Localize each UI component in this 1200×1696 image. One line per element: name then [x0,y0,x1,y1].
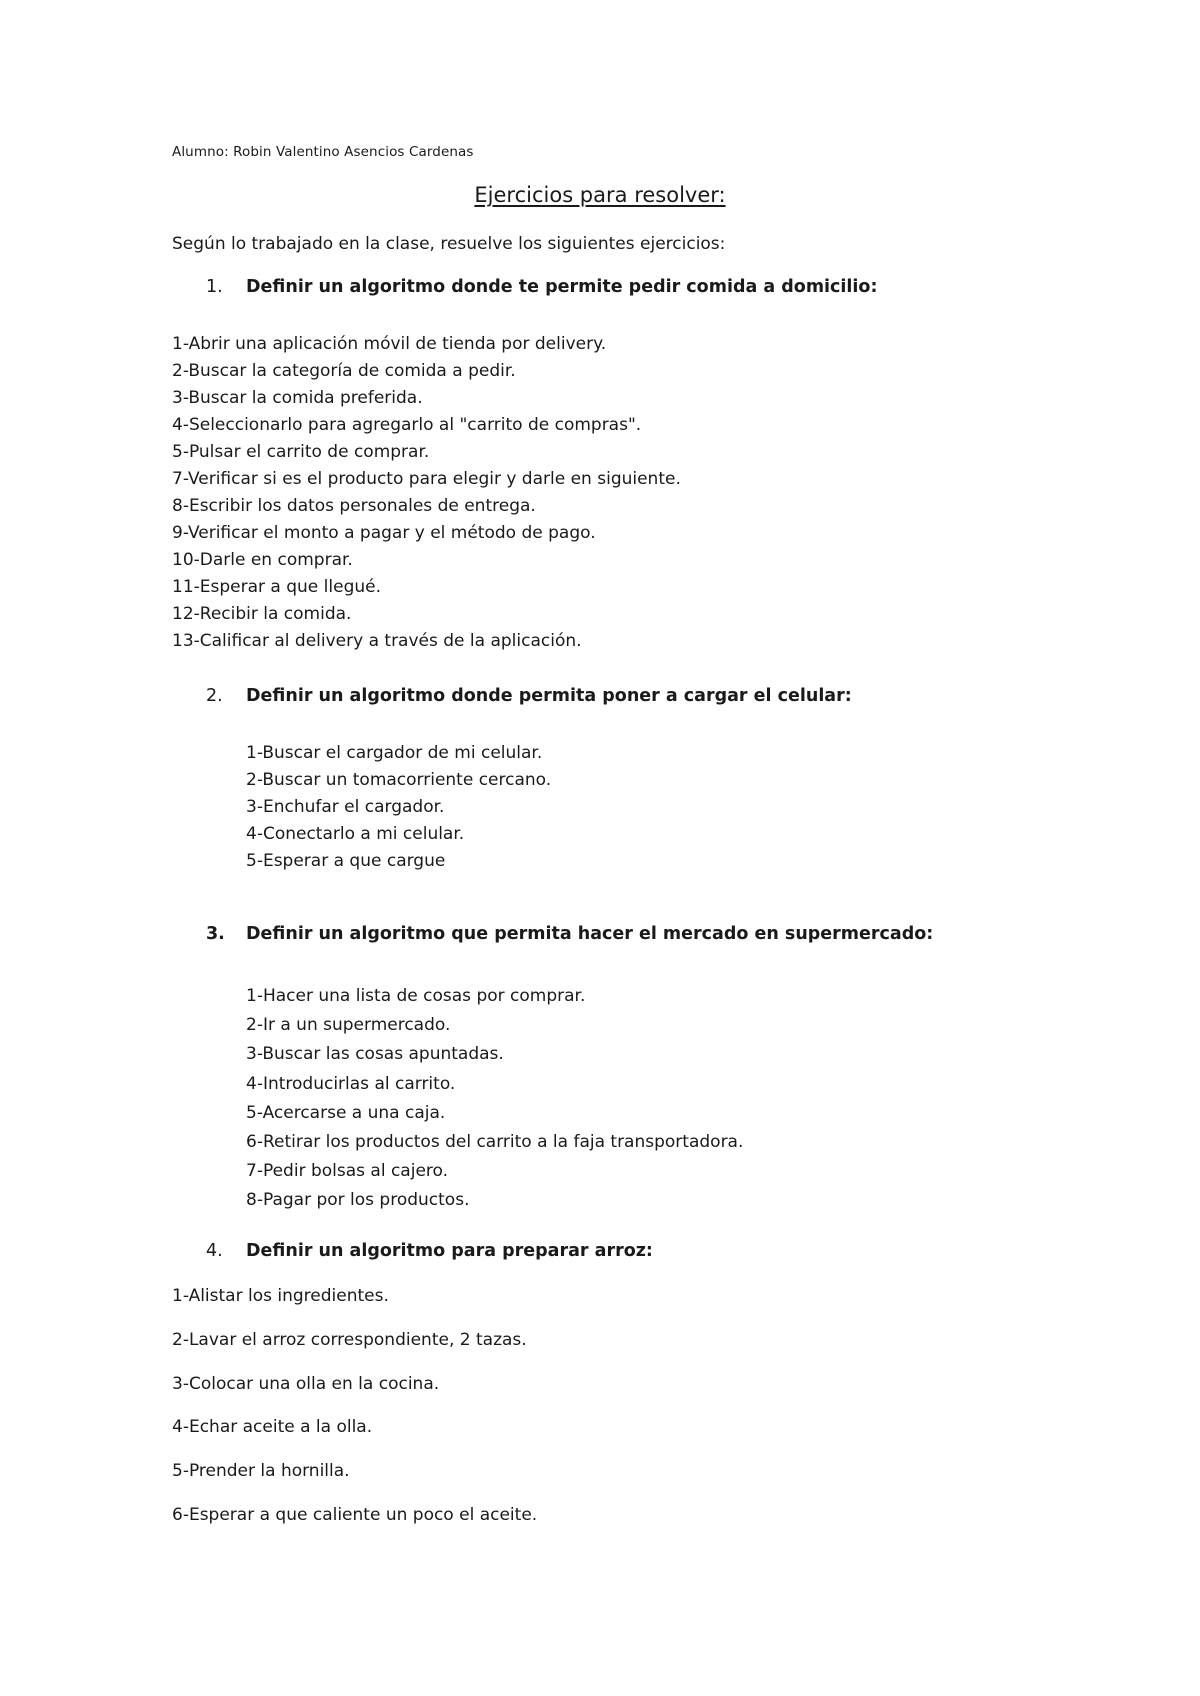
list-item: 6-Retirar los productos del carrito a la faja transportadora. [246,1131,744,1152]
list-item: 8-Pagar por los productos. [246,1190,470,1211]
exercise-3-steps [246,982,743,1216]
list-item: 11-Esperar a que llegué. [172,577,381,597]
student-name: Alumno: Robin Valentino Asencios Cardenas [172,144,474,160]
exercise-3-number: 3. [206,924,225,944]
exercise-3-heading [206,924,933,944]
list-item: 6-Esperar a que caliente un poco el aceite. [172,1504,538,1525]
exercise-2-number: 2. [206,686,223,706]
list-item: 3-Buscar las cosas apuntadas. [246,1044,504,1065]
list-item: 2-Ir a un supermercado. [246,1015,451,1036]
exercise-2-heading [206,686,852,706]
list-item: 3-Buscar la comida preferida. [172,388,423,408]
list-item: 5-Prender la hornilla. [172,1461,350,1482]
exercise-2-steps [246,740,551,875]
list-item: 5-Pulsar el carrito de comprar. [172,442,430,462]
list-item: 7-Verificar si es el producto para elegir y darle en siguiente. [172,469,681,489]
list-item: 10-Darle en comprar. [172,550,353,570]
list-item: 13-Calificar al delivery a través de la aplicación. [172,631,582,651]
exercise-1-number: 1. [206,277,223,297]
list-item: 4-Conectarlo a mi celular. [246,824,465,844]
exercise-4-number: 4. [206,1241,223,1261]
exercise-2-title: Definir un algoritmo donde permita poner a cargar el celular: [246,686,852,706]
list-item: 4-Echar aceite a la olla. [172,1417,373,1438]
list-item: 9-Verificar el monto a pagar y el método de pago. [172,523,596,543]
list-item: 8-Escribir los datos personales de entrega. [172,496,536,516]
exercise-1-heading [206,277,877,297]
list-item: 2-Lavar el arroz correspondiente, 2 tazas. [172,1329,527,1350]
list-item: 3-Colocar una olla en la cocina. [172,1373,440,1394]
list-item: 3-Enchufar el cargador. [246,797,445,817]
list-item: 7-Pedir bolsas al cajero. [246,1161,449,1182]
list-item: 5-Acercarse a una caja. [246,1102,446,1123]
list-item: 12-Recibir la comida. [172,604,352,624]
exercise-3-title: Definir un algoritmo que permita hacer el mercado en supermercado: [246,924,934,944]
exercise-1-steps [172,331,681,655]
exercise-1-title: Definir un algoritmo donde te permite pedir comida a domicilio: [246,277,878,297]
list-item: 1-Abrir una aplicación móvil de tienda por delivery. [172,334,607,354]
list-item: 2-Buscar la categoría de comida a pedir. [172,361,516,381]
document-title: Ejercicios para resolver: [474,183,726,207]
list-item: 4-Seleccionarlo para agregarlo al "carrito de compras". [172,415,642,435]
list-item: 1-Buscar el cargador de mi celular. [246,743,543,763]
list-item: 5-Esperar a que cargue [246,851,446,871]
list-item: 1-Hacer una lista de cosas por comprar. [246,986,586,1006]
exercise-4-steps [172,1284,537,1547]
exercise-4-heading [206,1241,653,1261]
list-item: 2-Buscar un tomacorriente cercano. [246,770,552,790]
intro-text: Según lo trabajado en la clase, resuelve los siguientes ejercicios: [172,234,726,254]
list-item: 1-Alistar los ingredientes. [172,1286,389,1306]
list-item: 4-Introducirlas al carrito. [246,1073,456,1094]
exercise-4-title: Definir un algoritmo para preparar arroz: [246,1241,653,1261]
